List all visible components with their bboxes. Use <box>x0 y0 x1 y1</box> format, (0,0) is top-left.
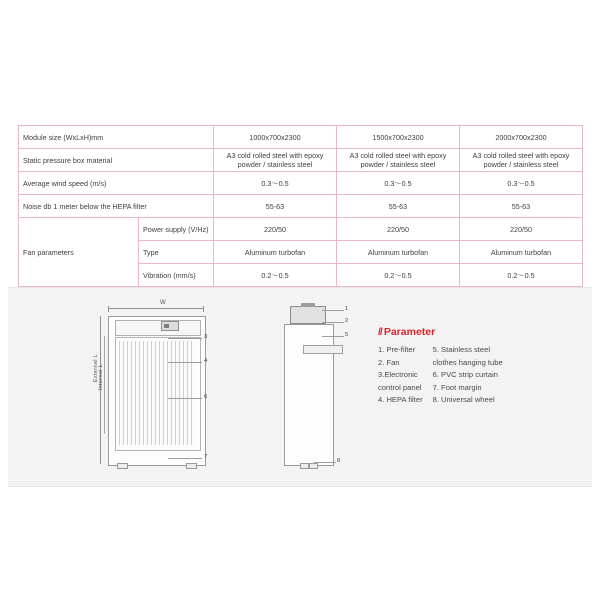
cell-wind-speed-2: 0.3～0.5 <box>337 172 460 195</box>
table-row <box>19 195 583 218</box>
cell-power-supply-1: 220/50 <box>214 218 337 241</box>
front-view-drawing <box>93 300 218 472</box>
legend-item-5: 5. Stainless steel <box>432 345 491 354</box>
cell-module-size-3: 2000x700x2300 <box>460 126 583 149</box>
legend-item-5-cont: clothes hanging tube <box>432 357 503 367</box>
specification-table-wrapper <box>18 125 582 287</box>
cell-material-1: A3 cold rolled steel with epoxy powder / stainless steel <box>214 149 337 172</box>
legend-title-text: Parameter <box>383 326 436 338</box>
cell-type-2: Aluminum turbofan <box>337 241 460 264</box>
cell-type-3: Aluminum turbofan <box>460 241 583 264</box>
cell-wind-speed-3: 0.3～0.5 <box>460 172 583 195</box>
row-label-fan-parameters: Fan parameters <box>19 218 139 287</box>
legend-column-right <box>433 344 503 407</box>
cell-module-size-1: 1000x700x2300 <box>214 126 337 149</box>
legend-item-4: 4. HEPA filter <box>378 395 423 405</box>
callout-leader-6 <box>168 398 202 399</box>
callout-leader-8 <box>314 462 336 463</box>
cell-power-supply-3: 220/50 <box>460 218 583 241</box>
callout-leader-1 <box>322 310 344 311</box>
callout-number-1: 1 <box>345 306 349 312</box>
legend-item-7: 7. Foot margin <box>432 382 482 392</box>
callout-number-7: 7 <box>204 454 208 460</box>
legend-title <box>378 326 578 338</box>
subrow-label-power-supply: Power supply (V/Hz) <box>139 218 214 241</box>
top-plenum-box <box>115 320 201 336</box>
legend-item-2: 2. Fan <box>378 357 400 367</box>
legend-item-3-cont: control panel <box>378 382 422 392</box>
table-row <box>19 218 583 241</box>
cell-vibration-3: 0.2～0.5 <box>460 264 583 287</box>
callout-leader-3 <box>168 338 202 339</box>
pvc-strip-curtain-pattern <box>119 341 195 445</box>
callout-number-4: 4 <box>204 358 208 364</box>
callout-leader-5 <box>322 336 344 337</box>
internal-length-dimension-line <box>104 336 105 434</box>
callout-leader-2 <box>322 322 344 323</box>
foot-margin-right <box>186 463 197 469</box>
row-label-module-size: Module size (WxLxH)mm <box>19 126 214 149</box>
side-cabinet-outline <box>284 324 334 466</box>
electronic-control-panel-icon <box>161 321 179 331</box>
legend-item-1: 1. Pre-filter <box>378 345 416 354</box>
callout-number-3: 3 <box>204 334 208 340</box>
cell-wind-speed-1: 0.3～0.5 <box>214 172 337 195</box>
subrow-label-type: Type <box>139 241 214 264</box>
parameter-legend <box>378 326 578 407</box>
callout-leader-4 <box>168 362 202 363</box>
cell-vibration-2: 0.2～0.5 <box>337 264 460 287</box>
cell-noise-2: 55-63 <box>337 195 460 218</box>
table-row <box>19 172 583 195</box>
table-row <box>19 126 583 149</box>
hepa-filter-icon <box>303 345 343 354</box>
foot-margin-left <box>117 463 128 469</box>
callout-leader-7 <box>168 458 202 459</box>
specification-table <box>18 125 583 287</box>
legend-slash-marks: // <box>378 326 382 338</box>
cell-power-supply-2: 220/50 <box>337 218 460 241</box>
legend-item-8: 8. Universal wheel <box>432 395 495 405</box>
external-length-label: External L <box>93 354 99 383</box>
cell-material-2: A3 cold rolled steel with epoxy powder / stainless steel <box>337 149 460 172</box>
subrow-label-vibration: Vibration (mm/s) <box>139 264 214 287</box>
fan-unit-icon <box>290 306 326 324</box>
legend-item-6: 6. PVC strip curtain <box>432 370 499 380</box>
callout-number-8: 8 <box>337 458 341 464</box>
legend-item-3: 3.Electronic <box>378 370 418 380</box>
row-label-noise: Noise db 1 meter below the HEPA filter <box>19 195 214 218</box>
side-view-drawing <box>270 302 362 472</box>
cell-material-3: A3 cold rolled steel with epoxy powder / stainless steel <box>460 149 583 172</box>
width-dimension-line <box>108 300 204 309</box>
universal-wheel-right <box>309 463 318 469</box>
callout-number-6: 6 <box>204 394 208 400</box>
cell-type-1: Aluminum turbofan <box>214 241 337 264</box>
row-label-static-pressure-box-material: Static pressure box material <box>19 149 214 172</box>
universal-wheel-left <box>300 463 309 469</box>
table-row <box>19 149 583 172</box>
cell-vibration-1: 0.2～0.5 <box>214 264 337 287</box>
legend-column-left <box>378 344 423 407</box>
cell-module-size-2: 1500x700x2300 <box>337 126 460 149</box>
cell-noise-1: 55-63 <box>214 195 337 218</box>
row-label-average-wind-speed: Average wind speed (m/s) <box>19 172 214 195</box>
width-dimension-label: W <box>160 300 166 306</box>
diagram-panel <box>8 287 592 487</box>
callout-number-2: 2 <box>345 318 349 324</box>
internal-length-label: Internal L <box>98 364 104 391</box>
cell-noise-3: 55-63 <box>460 195 583 218</box>
callout-number-5: 5 <box>345 332 349 338</box>
